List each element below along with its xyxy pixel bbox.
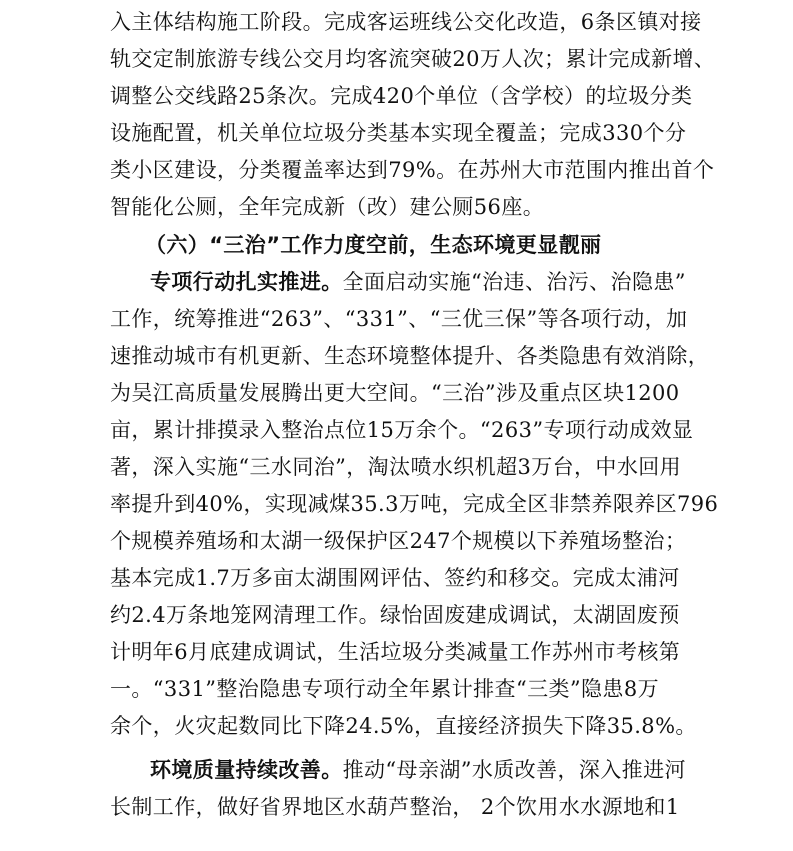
paragraph-2-line-9: 基本完成1.7万多亩太湖围网评估、签约和移交。完成太浦河 <box>110 566 680 590</box>
paragraph-1-line-3: 调整公交线路25条次。完成420个单位（含学校）的垃圾分类 <box>110 84 693 108</box>
paragraph-2-line-13: 余个，火灾起数同比下降24.5%，直接经济损失下降35.8%。 <box>110 714 697 738</box>
paragraph-3-line-1 <box>150 755 686 785</box>
paragraph-1-line-5: 类小区建设，分类覆盖率达到79%。在苏州大市范围内推出首个 <box>110 158 715 182</box>
paragraph-2-line-4: 为吴江高质量发展腾出更大空间。“三治”涉及重点区块1200 <box>110 381 680 405</box>
paragraph-2-line-5: 亩，累计排摸录入整治点位15万余个。“263”专项行动成效显 <box>110 418 694 442</box>
paragraph-2-line-2: 工作，统筹推进“263”、“331”、“三优三保”等各项行动，加 <box>110 307 688 331</box>
paragraph-2-line-7: 率提升到40%，实现减煤35.3万吨，完成全区非禁养限养区796 <box>110 492 719 516</box>
paragraph-1-line-4: 设施配置，机关单位垃圾分类基本实现全覆盖；完成330个分 <box>110 121 687 145</box>
paragraph-2-line-12: 一。“331”整治隐患专项行动全年累计排查“三类”隐患8万 <box>110 677 659 701</box>
paragraph-2-lead: 专项行动扎实推进。 <box>150 270 343 294</box>
paragraph-3-line-2: 长制工作，做好省界地区水葫芦整治， 2个饮用水水源地和1 <box>110 795 680 819</box>
paragraph-2-line-3: 速推动城市有机更新、生态环境整体提升、各类隐患有效消除， <box>110 344 710 368</box>
paragraph-1-line-6: 智能化公厕，全年完成新（改）建公厕56座。 <box>110 195 545 219</box>
paragraph-3-line-1-text: 推动“母亲湖”水质改善，深入推进河 <box>342 758 686 782</box>
paragraph-2-line-6: 著，深入实施“三水同治”，淘汰喷水织机超3万台，中水回用 <box>110 455 682 479</box>
paragraph-2-line-1-text: 全面启动实施“治违、治污、治隐患” <box>342 270 686 294</box>
paragraph-3-lead: 环境质量持续改善。 <box>150 758 343 782</box>
paragraph-2-line-8: 个规模养殖场和太湖一级保护区247个规模以下养殖场整治； <box>110 529 687 553</box>
paragraph-1-line-2: 轨交定制旅游专线公交月均客流突破20万人次；累计完成新增、 <box>110 47 716 71</box>
paragraph-1-line-1: 入主体结构施工阶段。完成客运班线公交化改造，6条区镇对接 <box>110 10 702 34</box>
paragraph-2-line-1 <box>150 267 686 297</box>
paragraph-2-line-10: 约2.4万条地笼网清理工作。绿怡固废建成调试，太湖固废预 <box>110 603 680 627</box>
section-heading: （六）“三治”工作力度空前，生态环境更显靓丽 <box>145 233 602 257</box>
paragraph-2-line-11: 计明年6月底建成调试，生活垃圾分类减量工作苏州市考核第 <box>110 640 681 664</box>
